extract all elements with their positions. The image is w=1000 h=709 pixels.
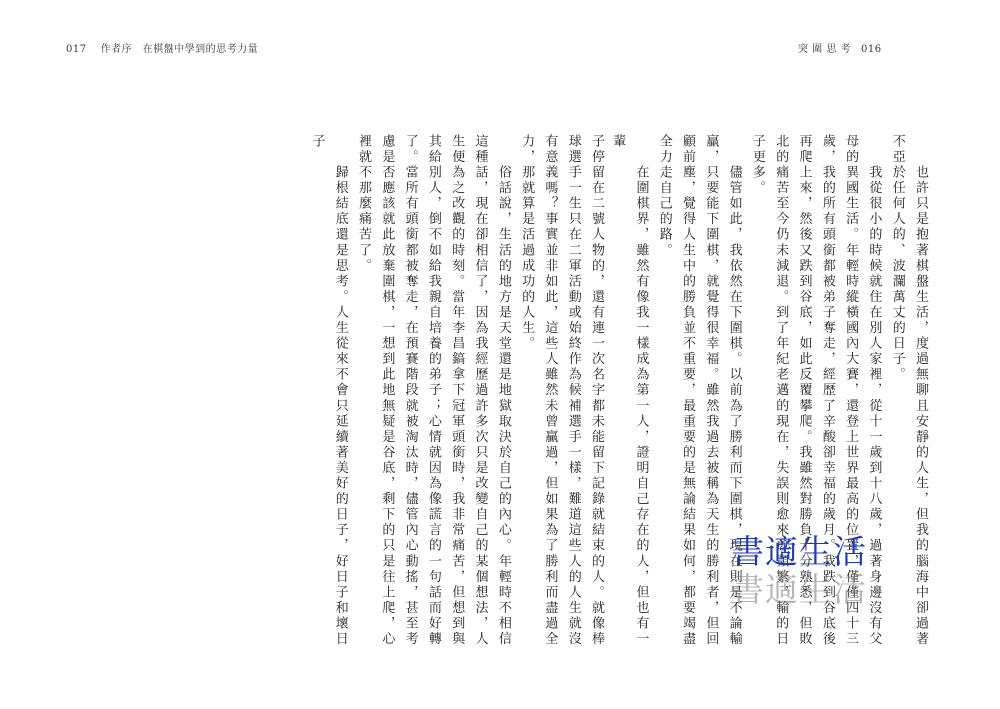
left-page-number: 017: [66, 44, 87, 55]
paragraph: 俗話說，生活的地方是天堂還是地獄取決於自己的內心。年輕時不相信這種話，現在卻相信了，因為我經歷過許多次只是改變自己的某個想法，人生便為之改觀的時刻。當年李昌鎬拿下冠軍頭銜時，我非常痛苦，但想到與其給別人，倒不如給我親自培養的弟子；心情就因為像謊言的一句話而好轉了。當所有頭銜都被奪走，在預賽階段就被淘汰時，儘管內心動搖，甚至考慮是否應該就此放棄圍棋，一想到此地無疑是谷底，剩下的只是往上爬，心裡就不那麼痛苦了。: [356, 134, 511, 648]
right-page-number: 016: [861, 44, 882, 55]
paragraph: 我從很小的時候就住在別人家裡，從十一歲到十八歲，過著身邊沒有父母的異國生活。年輕時縱橫國內大賽，還登上世界最高的位置，僅僅四十三歲，我的所有頭銜都被弟子奪走，經歷了辛酸卻幸福的歲月。我跌到谷底後再爬上來，然後又跌到谷底，如此反覆攀爬。我雖然對勝負十分熟悉，但敗北的痛苦至今仍未減退。到了年紀老邁的現在，失誤則愈來愈頻繁，輸的日子更多。: [749, 134, 882, 648]
right-running-header: [798, 40, 882, 54]
paragraph: 儘管如此，我依然在下圍棋。以前為了勝利而下圍棋，現在則是不論輸贏，只要能下圍棋，就覺得很幸福。雖然我過去被稱為天生的勝利者，但回顧前塵，覺得人生中的勝負並不重要，最重要的是無論結果如何，都要竭盡全力走自己的路。: [656, 134, 742, 648]
paragraph: 子停留在二號人物的，還有連一次名字都未能留下記錄就結束的人。就像棒球選手一生只在二軍活動或始終作為候補選手一樣，難道這些人的人生就沒有意義嗎？事實並非如此，這些人雖然未曾贏過，但如果為了勝利而盡過全力，那就算是活過成功的人生。: [519, 134, 604, 648]
right-page-body: [610, 134, 932, 654]
left-page-body: [86, 134, 608, 654]
watermark-logo-ghost: 書適生活: [731, 570, 867, 609]
paragraph: 歸根結底還是思考。人生從來不會只延續著美好的日子，好日子和壞日子: [309, 134, 348, 648]
left-running-header: [66, 40, 258, 54]
paragraph: 也許只是抱著棋盤生活，度過無聊且安靜的人生，但我的腦海中卻過著不亞於任何人的、波瀾萬丈的日子。: [889, 134, 928, 648]
watermark-logo: 書適生活: [731, 532, 867, 571]
left-chapter-title: 作者序 在棋盤中學到的思考力量: [100, 44, 259, 55]
right-book-title: 突 圍 思 考: [798, 44, 852, 55]
paragraph: 在圍棋界，雖然有像我一樣成為第一人，證明自己存在的人，但也有一輩: [610, 134, 649, 648]
